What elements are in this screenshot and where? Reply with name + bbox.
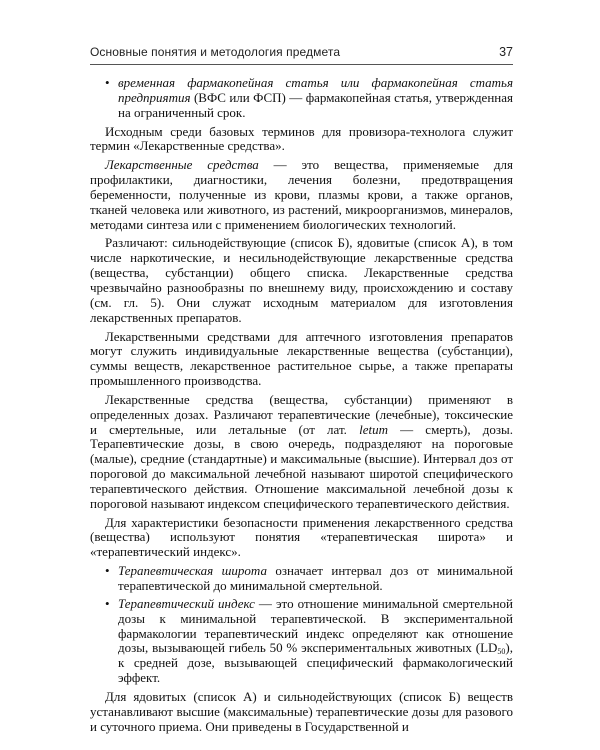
- page-number: 37: [499, 45, 513, 59]
- bullet-marker: •: [105, 563, 110, 579]
- paragraph-intro: Исходным среди базовых терминов для провизора-технолога служит термин «Лекарственные средства».: [90, 123, 513, 154]
- bullet-marker: •: [105, 75, 110, 90]
- paragraph-doses: [90, 393, 513, 512]
- bullet-text: — это отношение минимальной смертельной дозы к минимальной терапевтической. В экспериментальной фармакологии терапевтический индекс определяют как отношение дозы, вызывающей гибель 50 % экспериментальных животных (LD: [118, 595, 513, 656]
- paragraph-definition: [90, 158, 513, 232]
- bullet-item-therapeutic-index: [90, 597, 513, 686]
- bullet-text-end: ), к средней дозе, вызывающей специфический фармакологический эффект.: [118, 640, 513, 686]
- header-title: Основные понятия и методология предмета: [90, 45, 341, 59]
- bullet-term: временная фармакопейная статья или фармакопейная статья предприятия: [118, 75, 513, 105]
- body-text: [90, 76, 513, 738]
- bullet-term: Терапевтическая широта: [118, 563, 267, 579]
- doses-text-end: — смерть), дозы. Терапевтические дозы, в свою очередь, подразделяют на пороговые (малые), средние (стандартные) и максимальные (высшие). Интервал доз от пороговой до максимальной лечебной называют широтой специфического терапевтического действия. Отношение максимальной лечебной дозы к пороговой называют индексом специфического терапевтического действия.: [90, 421, 513, 511]
- doses-text-start: Лекарственные средства (вещества, субстанции) применяют в определенных дозах. Различают терапевтические (лечебные), токсические и смертельные, или летальные (от лат.: [90, 391, 513, 437]
- latin-term: letum: [359, 421, 388, 437]
- paragraph-pharmacy-use: Лекарственными средствами для аптечного изготовления препаратов могут служить индивидуальные лекарственные вещества (субстанции), суммы веществ, лекарственное растительное сырье, а также препараты промышленного производства.: [90, 328, 513, 389]
- running-header: [90, 45, 513, 61]
- paragraph-safety: Для характеристики безопасности применения лекарственного средства (вещества) используют понятия «терапевтическая широта» и «терапевтический индекс».: [90, 514, 513, 560]
- defined-term: Лекарственные средства: [105, 157, 259, 173]
- bullet-item-vfs: [90, 76, 513, 121]
- bullet-marker: •: [105, 595, 110, 611]
- paragraph-classification: Различают: сильнодействующие (список Б), ядовитые (список А), в том числе наркотические, и несильнодействующие лекарственные средства (вещества, субстанции) общего списка. Лекарственные средства чрезвычайно разнообразны по внешнему виду, происхождению и составу (см. гл. 5). Они служат исходным материалом для изготовления лекарственных препаратов.: [90, 235, 513, 325]
- bullet-item-therapeutic-width: [90, 564, 513, 594]
- bullet-text: означает интервал доз от минимальной терапевтической до минимальной смертельной.: [118, 563, 514, 593]
- header-rule: [90, 64, 513, 65]
- subscript-50: 50: [497, 647, 506, 657]
- bullet-text: (ВФС или ФСП) — фармакопейная статья, утвержденная на ограниченный срок.: [118, 89, 513, 120]
- paragraph-max-doses: Для ядовитых (список А) и сильнодействующих (список Б) веществ устанавливают высшие (максимальные) терапевтические дозы для разового и суточного приема. Они приведены в Государственной и: [90, 688, 513, 734]
- definition-text: — это вещества, применяемые для профилактики, диагностики, лечения болезни, предотвращения беременности, полученные из крови, плазмы крови, а также органов, тканей человека или животного, из растений, микроорганизмов, минералов, методами синтеза или с применением биологических технологий.: [90, 157, 513, 232]
- bullet-term: Терапевтический индекс: [118, 595, 255, 611]
